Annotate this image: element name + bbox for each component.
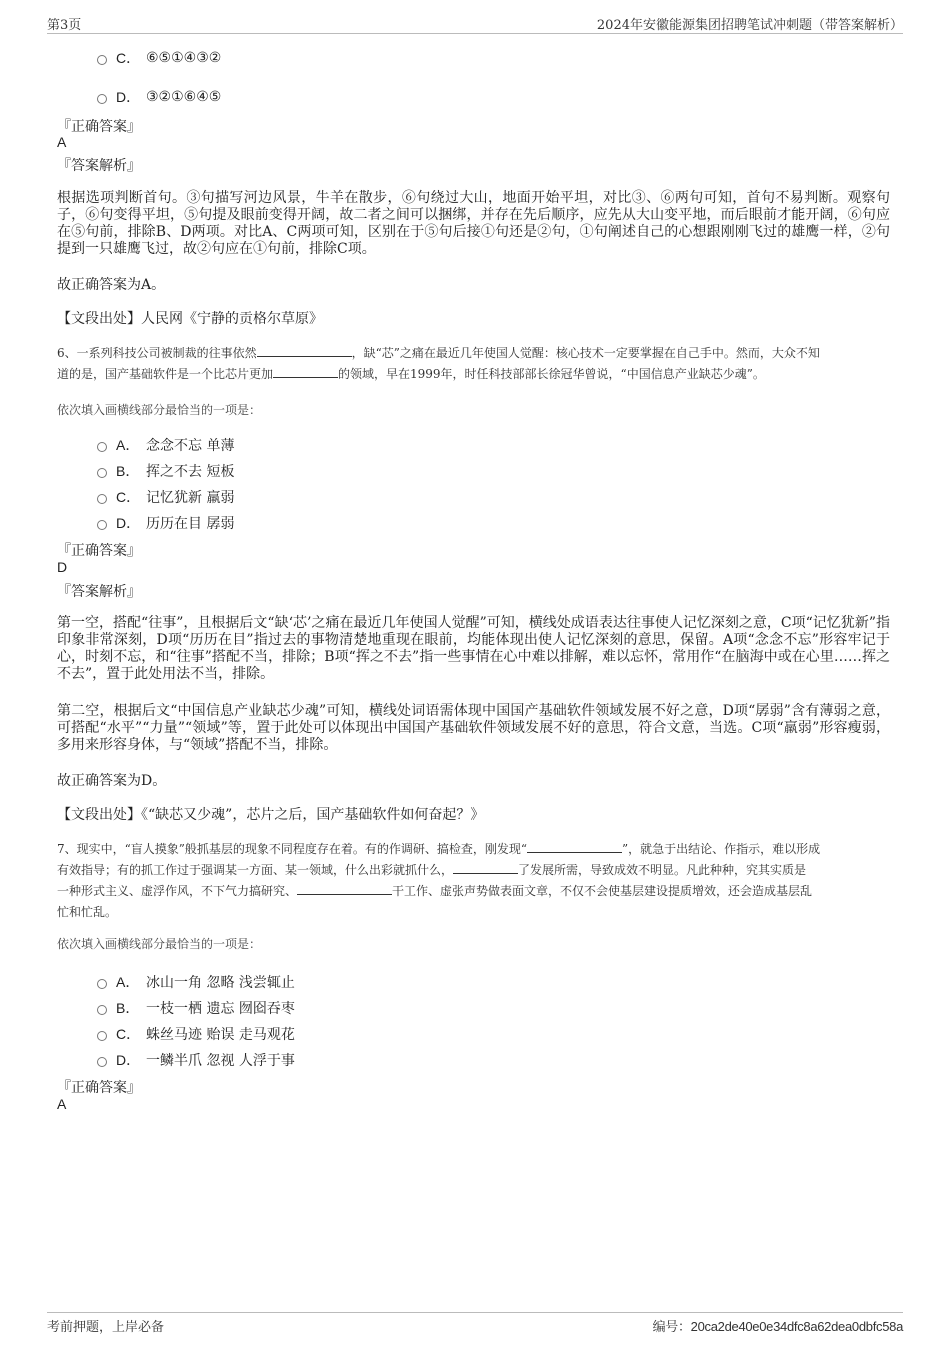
q5-option-c[interactable]: C． ⑥⑤①④③② [97,48,221,68]
page-footer [47,1312,903,1335]
correct-answer-label: 『正确答案』 [57,1080,141,1096]
radio-icon[interactable] [97,94,107,104]
q6-option-c[interactable]: C． 记忆犹新 羸弱 [97,487,234,507]
q6-question: 6、一系列科技公司被制裁的往事依然 ，缺“芯”之痛在最近几年使国人觉醒：核心技术一定要掌握在自己手中。然而，大众不知 道的是，国产基础软件是一个比芯片更加 的领域，早在1999年，时任科技部部长徐冠华曾说，“中国信息产业缺芯少魂”。 [57,346,820,381]
q6-instruction: 依次填入画横线部分最恰当的一项是： [57,403,262,417]
q5-analysis: 根据选项判断首句。③句描写河边风景，牛羊在散步，⑥句绕过大山，地面开始平坦，对比③、⑥两句可知，首句不易判断。观察句子，⑥句变得平坦，⑤句提及眼前变得开阔，故二者之间可以捆绑，并存在先后顺序，应先从大山变平地，而后眼前才能开阔，⑥句应在⑤句前，排除B、D两项。对比A、C两项可知，区别在于⑤句后接①句还是②句，①句阐述自己的心想跟刚刚飞过的雄鹰一样，②句提到一只雄鹰飞过，故②句应在①句前，排除C项。 [57,190,890,257]
q7-instruction: 依次填入画横线部分最恰当的一项是： [57,937,262,951]
q6-option-d[interactable]: D． 历历在目 孱弱 [97,513,234,533]
correct-answer-value: A [57,134,67,150]
q7-option-a[interactable]: A． 冰山一角 忽略 浅尝辄止 [97,972,295,992]
q6-source: 【文段出处】《“缺芯又少魂”，芯片之后，国产基础软件如何奋起？》 [57,807,485,823]
fill-blank [527,841,622,853]
document-code: 编号：20ca2de40e0e34dfc8a62dea0dbfc58a [652,1319,903,1334]
radio-icon[interactable] [97,979,107,989]
radio-icon[interactable] [97,1031,107,1041]
fill-blank [257,345,352,357]
page-header [47,14,903,34]
page-number: 第3页 [47,18,82,33]
q6-analysis-second: 第二空，根据后文“中国信息产业缺芯少魂”可知，横线处词语需体现中国国产基础软件领域发展不好之意，D项“孱弱”含有薄弱之意，可搭配“水平”“力量”“领域”等，置于此处可以体现出中国国产基础软件领域发展不好的意思，符合文意，当选。C项“羸弱”形容瘦弱，多用来形容身体，与“领域”搭配不当，排除。 [57,703,890,753]
q6-analysis-first: 第一空，搭配“往事”，且根据后文“缺‘芯’之痛在最近几年使国人觉醒”可知，横线处成语表达往事使人记忆深刻之意，C项“记忆犹新”指印象非常深刻，D项“历历在目”指过去的事物清楚地重现在眼前，均能体现出使人记忆深刻的意思，保留。A项“念念不忘”形容牢记于心，时刻不忘，和“往事”搭配不当，排除；B项“挥之不去”指一些事情在心中难以排解，难以忘怀，常用作“在脑海中或在心里……挥之不去”，置于此处用法不当，排除。 [57,615,890,682]
q7-option-b[interactable]: B． 一枝一栖 遗忘 囫囵吞枣 [97,998,295,1018]
radio-icon[interactable] [97,442,107,452]
radio-icon[interactable] [97,494,107,504]
analysis-label: 『答案解析』 [57,158,141,174]
radio-icon[interactable] [97,468,107,478]
q7-option-c[interactable]: C． 蛛丝马迹 贻误 走马观花 [97,1024,295,1044]
fill-blank [297,883,392,895]
correct-answer-value: A [57,1096,67,1112]
radio-icon[interactable] [97,55,107,65]
fill-blank [453,862,518,874]
fill-blank [273,366,338,378]
q6-option-b[interactable]: B． 挥之不去 短板 [97,461,234,481]
q5-source: 【文段出处】人民网《宁静的贡格尔草原》 [57,311,323,327]
radio-icon[interactable] [97,1005,107,1015]
document-title: 2024年安徽能源集团招聘笔试冲刺题（带答案解析） [596,18,903,33]
q5-conclusion: 故正确答案为A。 [57,277,166,293]
q6-conclusion: 故正确答案为D。 [57,773,167,789]
q6-option-a[interactable]: A． 念念不忘 单薄 [97,435,234,455]
correct-answer-value: D [57,559,68,575]
analysis-label: 『答案解析』 [57,584,141,600]
q7-option-d[interactable]: D． 一鳞半爪 忽视 人浮于事 [97,1050,295,1070]
footer-slogan: 考前押题，上岸必备 [47,1320,165,1335]
q5-option-d[interactable]: D． ③②①⑥④⑤ [97,87,221,107]
correct-answer-label: 『正确答案』 [57,119,141,135]
radio-icon[interactable] [97,520,107,530]
q7-question: 7、现实中，“盲人摸象”般抓基层的现象不同程度存在着。有的作调研、搞检查，刚发现“ ”，就急于出结论、作指示，难以形成 有效指导；有的抓工作过于强调某一方面、某一领域，什么出彩就抓什么， 了发展所需，导致成效不明显。凡此种种，究其实质是 一种形式主义、虚浮作风，不下气力搞研究、 干工作、虚张声势做表面文章，不仅不会使基层建设提质增效，还会造成基层乱 忙和忙乱。 [57,842,821,919]
correct-answer-label: 『正确答案』 [57,543,141,559]
radio-icon[interactable] [97,1057,107,1067]
